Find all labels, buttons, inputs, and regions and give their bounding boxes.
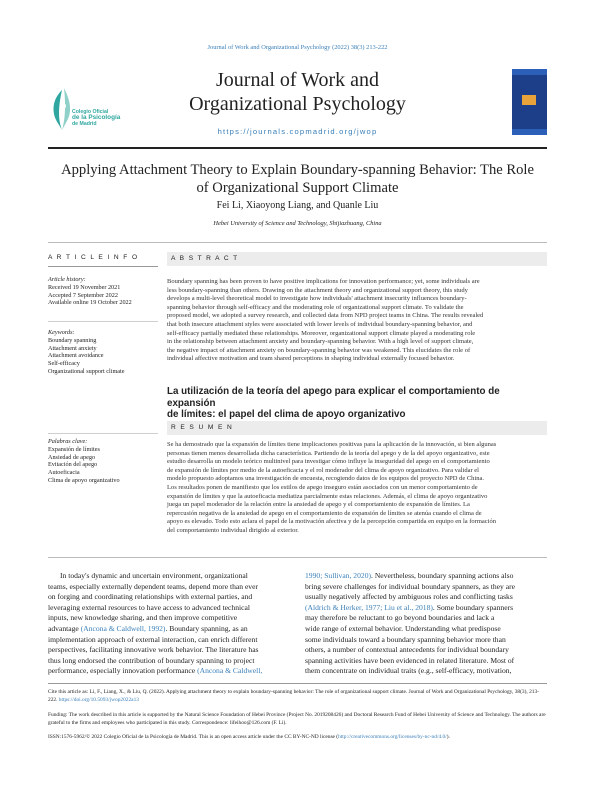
body-text: . Boundary spanning, as an <box>165 623 248 633</box>
body-line <box>305 624 547 635</box>
citation-link[interactable]: (Aldrich & Herker, 1977; Liu et al., 2018) <box>305 602 433 612</box>
history-accepted: Accepted 7 September 2022 <box>48 291 118 299</box>
palabra-item: Autoeficacia <box>48 469 80 477</box>
body-line <box>48 592 290 603</box>
palabra-item: Evitación del apego <box>48 461 98 469</box>
abstract-line: less boundary-spanning than others. Drawing on the attachment theory and organizational support theory, this study <box>167 286 468 294</box>
journal-url-link[interactable]: https://journals.copmadrid.org/jwop <box>217 127 378 136</box>
body-line <box>305 656 547 667</box>
abstract-line: the negative impact of attachment anxiety on boundary-spanning behavior was weakened. This elucidates the role of <box>167 346 471 354</box>
journal-title-line-2: Organizational Psychology <box>189 93 406 115</box>
article-title-line-2: of Organizational Support Climate <box>196 179 399 196</box>
body-line <box>305 592 547 603</box>
article-history <box>48 276 158 307</box>
abstract-label: A B S T R A C T <box>171 255 239 262</box>
spanish-title-line-2: de límites: el papel del clima de apoyo organizativo <box>167 409 406 420</box>
resumen-line: juega un papel moderador de la relación entre la ansiedad de apego y el comportamiento de expansión de límites. La <box>167 501 470 509</box>
issn-text: ISSN:1576-5962/© 2022 Colegio Oficial de la Psicología de Madrid. This is an open access article under the CC BY-NC-ND license ( <box>48 734 339 740</box>
abstract-line: Boundary spanning has been proven to have positive implications for innovation performance; yet, some individuals are <box>167 278 480 285</box>
cover-emblem-icon <box>522 95 536 105</box>
resumen-line: personas tienen menos desarrollada dicha característica. Partiendo de la teoría del apego y de la del apoyo organizativo, este <box>167 449 490 457</box>
body-line <box>48 624 290 635</box>
body-text: teams, especially externally dependent teams, depend more than ever <box>48 581 259 591</box>
article-title <box>48 162 547 197</box>
spanish-title-line-1: La utilización de la teoría del apego para explicar el comportamiento de expansión <box>167 386 500 409</box>
body-text: on forging and coordinating relationships with external parties, and <box>48 592 253 602</box>
issn-end: ). <box>446 734 450 740</box>
abstract-line: proposed model, we adopted a survey research, and collected data from NPD project teams in China. The results revealed <box>167 312 484 320</box>
affiliation: Hebei University of Science and Technology, Shijiazhuang, China <box>213 220 382 227</box>
body-line <box>48 645 290 656</box>
body-line <box>48 635 290 646</box>
palabras-heading: Palabras clave: <box>48 438 88 445</box>
body-text: others, a number of contextual antecedents for individual boundary <box>305 645 509 655</box>
running-head: Journal of Work and Organizational Psychology (2022) 38(3) 213-222 <box>207 44 388 51</box>
body-text: inputs, new knowledge sharing, and then improve competitive <box>48 613 238 623</box>
body-line <box>305 645 547 656</box>
body-line <box>48 571 290 582</box>
body-line <box>48 603 290 614</box>
resumen-line: apoyo es elevado. Todo esto aclara el papel de la motivación afectiva y de la percepción compartida en equipo en la formación <box>167 518 496 526</box>
authors: Fei Li, Xiaoyong Liang, and Quanle Liu <box>216 200 379 211</box>
resumen-line: estudio desarrolla un modelo teórico multinivel para investigar cómo influye la inseguridad del apego en el comportamiento <box>167 458 490 466</box>
article-info-label: A R T I C L E I N F O <box>48 254 139 261</box>
journal-title <box>130 68 465 116</box>
resumen-label-bar <box>167 421 547 435</box>
body-text: usually negatively affected by ambiguous roles and conflicting tasks <box>305 592 513 602</box>
body-text: thus long endorsed the contribution of boundary spanning to project <box>48 655 255 665</box>
info-divider <box>48 321 158 322</box>
body-text: advantage <box>48 623 81 633</box>
body-line <box>48 613 290 624</box>
body-text: wide range of external behavior. Understanding what predispose <box>305 623 501 633</box>
abstract-line: individual affective motivation and team shared perceptions in shaping individual externally focused behavior. <box>167 355 455 363</box>
body-line <box>305 666 547 677</box>
abstract-line: spanning behavior through self-efficacy and the moderating role of organizational support climate. To validate the <box>167 303 464 311</box>
journal-cover-thumbnail <box>512 69 547 135</box>
body-text: may therefore be reluctant to go beyond boundaries and lack a <box>305 613 495 623</box>
body-line <box>305 635 547 646</box>
resumen-text <box>167 441 547 536</box>
palabra-item: Expansión de límites <box>48 445 100 453</box>
funding-note: Funding: The work described in this article is supported by the Natural Science Foundation of Hebei Province (Project No. 2019208426) and Doctoral Research Fund of Hebei University of Science and Technology. The authors are grateful to the firms and employees who participated in this study. Correspondence: lifeihoo@126.com (F. Li). <box>48 712 546 726</box>
body-text: them concentrate on individual traits (e.g., self-efficacy, motivation, <box>305 666 512 676</box>
abstract-line: in the relationship between attachment anxiety and boundary-spanning behavior. With a high level of support climate, <box>167 338 474 346</box>
logo-line-1: Colegio Oficial <box>72 109 109 115</box>
body-line <box>305 571 547 582</box>
resumen-line: de expansión de límites por medio de la autoeficacia y el rol moderador del clima de apoyo organizativo. Para validar el <box>167 466 479 474</box>
body-text: some individuals toward a boundary spanning behavior more than <box>305 634 506 644</box>
keywords <box>48 329 158 376</box>
license-link[interactable]: http://creativecommons.org/licenses/by-nc-nd/4.0/ <box>338 734 447 740</box>
abstract-label-bar <box>167 252 547 266</box>
abstract-line: self-efficacy partially mediated these relationships. Moreover, organizational support climate played a moderating role <box>167 329 476 337</box>
article-info-rule <box>48 266 158 267</box>
resumen-line: expansión de límites y que la autoeficacia mediatiza parcialmente estas relaciones. Además, el clima de apoyo organizativo <box>167 492 488 500</box>
palabras-divider <box>48 433 158 434</box>
resumen-line: repercusión negativa de la ansiedad de apego en el comportamiento de expansión de límites se atenúa cuando el clima de <box>167 509 482 517</box>
doi-link[interactable]: https://doi.org/10.5093/jwop2022a13 <box>58 696 139 703</box>
abstract-section-divider <box>48 557 547 558</box>
body-text: . Nevertheless, boundary spanning actions also <box>371 571 514 580</box>
keyword-item: Self-efficacy <box>48 360 80 368</box>
body-line <box>305 613 547 624</box>
citation-link[interactable]: (Ancona & Caldwell, <box>197 666 263 676</box>
footer-divider <box>48 683 547 684</box>
palabra-item: Clima de apoyo organizativo <box>48 476 120 484</box>
abstract-line: that both insecure attachment styles were associated with lower levels of individual boundary-spanning behavior, and <box>167 320 473 328</box>
citation-link[interactable]: (Ancona & Caldwell, 1992) <box>80 623 166 633</box>
body-text: implementation approach of external interaction, can enrich different <box>48 634 258 644</box>
citation-link[interactable]: 1990; Sullivan, 2020) <box>305 571 372 580</box>
history-online: Available online 19 October 2022 <box>48 299 132 307</box>
abstract-text <box>167 278 547 364</box>
publisher-logo <box>48 80 130 140</box>
resumen-line: Se ha demostrado que la expansión de límites tiene implicaciones positivas para la aplicación de la innovación, si bien algunas <box>167 441 497 448</box>
resumen-label: R E S U M E N <box>171 424 234 431</box>
body-column-left <box>48 571 290 677</box>
resumen-line: Los resultados ponen de manifiesto que los estilos de apego inseguro están asociados con un menor comportamiento de <box>167 483 478 491</box>
body-line <box>48 656 290 667</box>
article-title-line-1: Applying Attachment Theory to Explain Boundary-spanning Behavior: The Role <box>61 162 534 178</box>
logo-line-3: de Madrid <box>72 121 97 128</box>
keyword-item: Attachment anxiety <box>48 344 97 352</box>
body-text: bring severe challenges for individual boundary spanners, as they are <box>305 581 516 591</box>
body-line <box>48 582 290 593</box>
resumen-line: modelo propuesto adoptamos una investigación de encuesta, recogiendo datos de los equipos del proyecto NPD de China. <box>167 475 484 483</box>
logo-text <box>72 109 120 128</box>
logo-line-2: de la Psicología <box>72 114 121 122</box>
citation-block <box>48 689 547 704</box>
abstract-line: develops a multi-level theoretical model to investigate how individuals' attachment insecurity influences boundary- <box>167 295 467 303</box>
palabras-clave <box>48 438 158 485</box>
body-text: spanning activities have been evidenced in related literature. Most of <box>305 655 515 665</box>
resumen-line: del comportamiento individual dirigido al exterior. <box>167 526 299 534</box>
keyword-item: Organizational support climate <box>48 367 125 375</box>
cite-text: Li, F., Liang, X., & Liu, Q. (2022). Applying attachment theory to explain boundary-spanning behavior: The role of organizational support climate. Journal of Work and Organizational Psychology, 38(3), 213-222. <box>48 689 539 703</box>
body-line <box>305 582 547 593</box>
body-text: . Some boundary spanners <box>432 602 514 612</box>
body-text: leveraging external resources to have access to advanced technical <box>48 602 250 612</box>
body-text: In today's dynamic and uncertain environment, organizational <box>60 571 248 580</box>
body-line <box>305 603 547 614</box>
palabra-item: Ansiedad de apego <box>48 453 96 461</box>
spanish-title <box>167 386 547 421</box>
body-column-right <box>305 571 547 677</box>
header-divider <box>48 147 547 149</box>
license-note <box>48 734 547 742</box>
keyword-item: Boundary spanning <box>48 336 97 344</box>
history-received: Received 19 November 2021 <box>48 283 121 291</box>
history-heading: Article history: <box>48 276 86 283</box>
keyword-item: Attachment avoidance <box>48 352 104 360</box>
cite-label: Cite this article as: <box>48 689 89 695</box>
body-line <box>48 666 290 677</box>
body-text: perspectives, facilitating innovative work behavior. The literature has <box>48 645 259 655</box>
keywords-heading: Keywords: <box>48 329 75 336</box>
title-divider <box>48 242 547 243</box>
journal-title-line-1: Journal of Work and <box>216 69 379 91</box>
body-text: performance, especially innovation performance <box>48 666 198 676</box>
